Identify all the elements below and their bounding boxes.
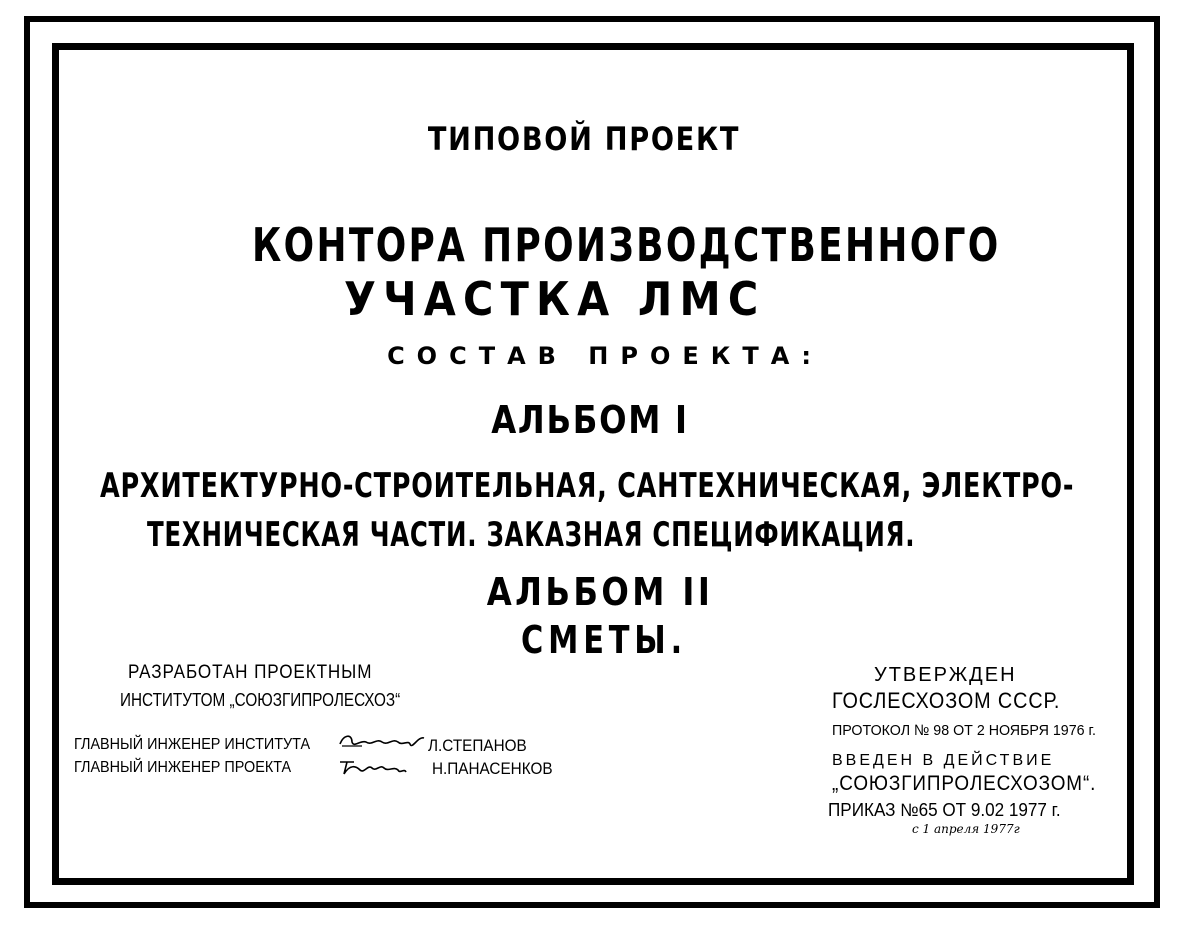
album1-heading: АЛЬБОМ I xyxy=(491,398,689,442)
staff-name-1: Л.СТЕПАНОВ xyxy=(428,736,527,755)
developer-line1: РАЗРАБОТАН ПРОЕКТНЫМ xyxy=(128,662,373,683)
composition-heading: СОСТАВ ПРОЕКТА: xyxy=(387,342,823,370)
approval-protocol: ПРОТОКОЛ № 98 ОТ 2 НОЯБРЯ 1976 г. xyxy=(832,722,1096,739)
project-type-label: ТИПОВОЙ ПРОЕКТ xyxy=(427,120,741,158)
signature-2 xyxy=(338,754,408,780)
effective-date: с 1 апреля 1977г xyxy=(912,822,1020,836)
album2-description: СМЕТЫ. xyxy=(521,618,687,662)
staff-name-2: Н.ПАНАСЕНКОВ xyxy=(432,759,553,778)
approval-line1: УТВЕРЖДЕН xyxy=(874,664,1017,686)
order-line: ПРИКАЗ №65 ОТ 9.02 1977 г. xyxy=(828,800,1061,820)
project-title-line1: КОНТОРА ПРОИЗВОДСТВЕННОГО xyxy=(252,218,1001,272)
signature-1 xyxy=(338,730,428,754)
enacted-line1: ВВЕДЕН В ДЕЙСТВИЕ xyxy=(832,752,1055,769)
enacted-line2: „СОЮЗГИПРОЛЕСХОЗОМ“. xyxy=(832,772,1097,795)
album1-description-line2: ТЕХНИЧЕСКАЯ ЧАСТИ. ЗАКАЗНАЯ СПЕЦИФИКАЦИЯ. xyxy=(147,515,916,555)
approval-line2: ГОСЛЕСХОЗОМ СССР. xyxy=(832,688,1061,713)
developer-line2: ИНСТИТУТОМ „СОЮЗГИПРОЛЕСХОЗ“ xyxy=(120,690,401,710)
album1-description-line1: АРХИТЕКТУРНО-СТРОИТЕЛЬНАЯ, САНТЕХНИЧЕСКАЯ, ЭЛЕКТРО- xyxy=(100,466,1075,506)
staff-role-1: ГЛАВНЫЙ ИНЖЕНЕР ИНСТИТУТА xyxy=(74,736,311,753)
album2-heading: АЛЬБОМ II xyxy=(486,570,714,614)
staff-role-2: ГЛАВНЫЙ ИНЖЕНЕР ПРОЕКТА xyxy=(74,759,292,776)
project-title-line2: УЧАСТКА ЛМС xyxy=(344,272,766,326)
